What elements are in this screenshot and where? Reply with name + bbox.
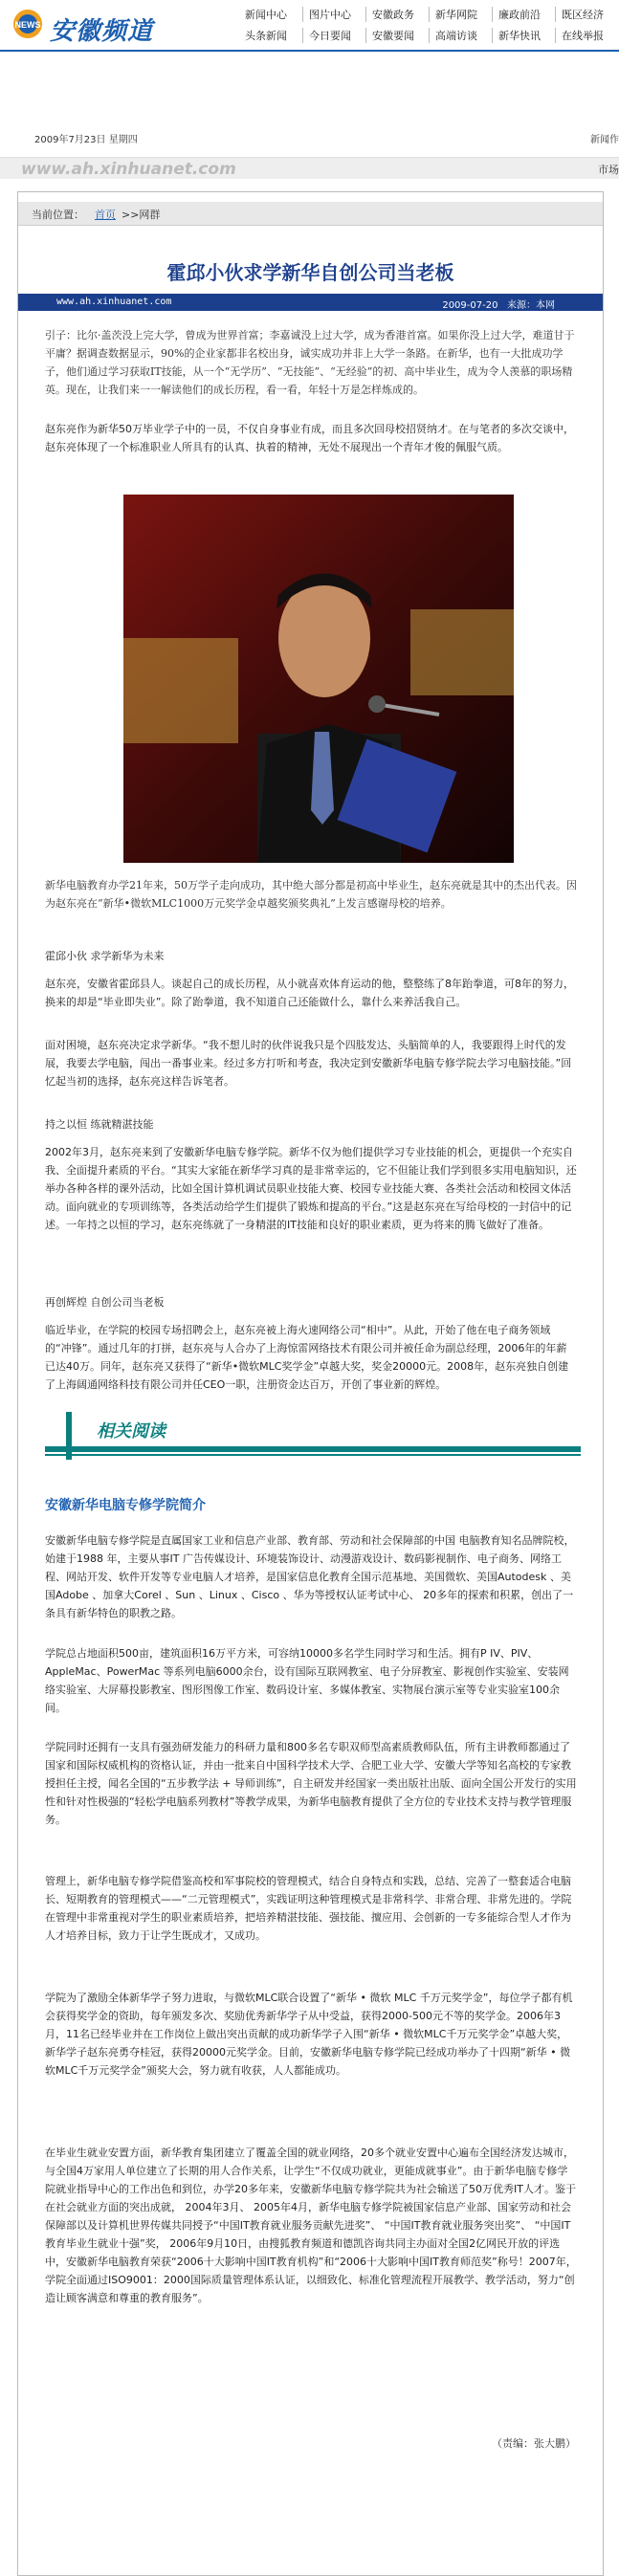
breadcrumb-current[interactable]: >>网群 bbox=[122, 209, 161, 221]
editor-credit: （责编：张大鹏） bbox=[492, 2437, 576, 2450]
article-source-url: www.ah.xinhuanet.com bbox=[56, 297, 172, 307]
article-date: 2009-07-20 bbox=[442, 300, 498, 311]
site-url: www.ah.xinhuanet.com bbox=[21, 160, 236, 179]
related-paragraph: 管理上，新华电脑专修学院借鉴高校和军事院校的管理模式，结合自身特点和实践，总结、完善了一整套适合电脑长、短期教育的管理模式——“二元管理模式”，实践证明这种管理模式是非常科学、非常合理、非常先进的。学院在管理中非常重视对学生的职业素质培养，把培养精湛技能、强技能、擅应用、会创新的一专多能综合型人才作为人才培养目标，致力于让学生既成才，又成功。 bbox=[45, 1875, 572, 1942]
nav-link[interactable]: 在线举报 bbox=[555, 28, 618, 43]
article-paragraph: 2002年3月，赵东亮来到了安徽新华电脑专修学院。新华不仅为他们提供学习专业技能的机会，更提供一个充实自我、全面提升素质的平台。“其实大家能在新华学习真的是非常幸运的，它不但能让我们学到很多实用电脑知识，还举办各种各样的课外活动，比如全国计算机调试员职业技能大赛、校园专业技能大赛、各类社会活动和校园文体活动。面向就业的专项训练等，各类活动给学生们提供了锻炼和提高的平台。”这是赵东亮在写给母校的一封信中的记述。一年持之以恒的学习，赵东亮练就了一身精湛的IT技能和良好的职业素质，更为将来的腾飞做好了准备。 bbox=[45, 1146, 577, 1231]
article-photo bbox=[123, 495, 514, 863]
article-title: 霍邱小伙求学新华自创公司当老板 bbox=[166, 261, 454, 284]
article-origin: 来源：本网 bbox=[507, 300, 555, 311]
article-paragraph: 面对困境，赵东亮决定求学新华。“我不想儿时的伙伴说我只是个四肢发达、头脑简单的人，我要跟得上时代的发展，我要去学电脑，闯出一番事业来。经过多方打听和考查，我决定到安徽新华电脑专修学院去学习电脑技能。”回忆起当初的选择，赵东亮这样告诉笔者。 bbox=[45, 1039, 572, 1088]
date-bar-link[interactable]: 新闻作 bbox=[590, 135, 619, 145]
nav-link[interactable]: 安徽要闻 bbox=[365, 28, 429, 43]
nav-link[interactable]: 新华网院 bbox=[429, 7, 492, 22]
article-paragraph: 临近毕业，在学院的校园专场招聘会上，赵东亮被上海火速网络公司“相中”。从此，开始了他在电子商务领域的“冲锋”。通过几年的打拼，赵东亮与人合办了上海惊雷网络技术有限公司并被任命为副总经理，2006年的年薪已达40万。同年，赵东亮又获得了“新华•微软MLC奖学金”卓越大奖，奖金20000元。2008年，赵东亮独自创建了上海阔通网络科技有限公司并任CEO一职，注册资金达百万，开创了事业新的辉煌。 bbox=[45, 1324, 569, 1391]
breadcrumb bbox=[18, 202, 603, 226]
nav-row-2 bbox=[239, 25, 619, 46]
article-container bbox=[17, 191, 604, 2576]
brand-name: 安徽频道 bbox=[50, 17, 154, 46]
related-paragraph: 学院为了激励全体新华学子努力进取，与微软MLC联合设置了“新华 • 微软 MLC 千万元奖学金”，每位学子都有机会获得奖学金的资助，每年颁发多次、奖励优秀新华学子从中受益，获得2000-500元不等的奖学金。2006年3月，11名已经毕业并在工作岗位上做出突出贡献的成功新华学子入围“新华 • 微软MLC千万元奖学金”卓越大奖，新华学子赵东亮勇夺桂冠，获得20000元奖学金。目前，安徽新华电脑专修学院已经成功举办了十四期“新华 • 微软MLC千万元奖学金”颁奖大会，努力就有收获，人人都能成功。 bbox=[45, 1992, 573, 2077]
site-logo[interactable] bbox=[11, 6, 212, 44]
banner-bar bbox=[45, 1446, 581, 1452]
nav-row-1 bbox=[239, 4, 619, 25]
related-paragraph: 学院总占地面积500亩，建筑面积16万平方米，可容纳10000多名学生同时学习和生活。拥有P IV、PIV、AppleMac、PowerMac 等系列电脑6000余台，设有国际互联网教室、电子分屏教室、影视创作实验室、安装网络实验室、大屏幕投影教室、图形图像工作室、数码设计室、多媒体教室、实物展台演示室等专业实验室100余间。 bbox=[45, 1647, 569, 1714]
section-heading: 持之以恒 练就精湛技能 bbox=[45, 1118, 154, 1131]
header-divider bbox=[0, 50, 619, 52]
nav-link[interactable]: 头条新闻 bbox=[245, 30, 287, 42]
banner-bar-thin bbox=[45, 1454, 581, 1456]
svg-text:NEWS: NEWS bbox=[14, 20, 41, 30]
url-bar bbox=[0, 157, 619, 179]
related-reading-heading: 相关阅读 bbox=[93, 1418, 169, 1442]
article-paragraph: 赵东亮，安徽省霍邱县人。谈起自己的成长历程，从小就喜欢体育运动的他，整整练了8年跆拳道，可8年的努力，换来的却是“毕业即失业”。除了跆拳道，我不知道自己还能做什么，靠什么来养活我自己。 bbox=[45, 978, 574, 1008]
related-paragraph: 安徽新华电脑专修学院是直属国家工业和信息产业部、教育部、劳动和社会保障部的中国 电脑教育知名品牌院校，始建于1988 年，主要从事IT 广告传媒设计、环境装饰设计、动漫游戏设计、数码影视制作、电子商务、网络工程、网站开发、软件开发等专业电脑人才培养，是国家信息化教育全国示范基地、美国微软、美国Autodesk 、美国Adobe 、加拿大Corel 、Sun 、Linux 、Cisco 、华为等授权认证考试中心、 20多年的探索和积累，创出了一条具有新华特色的职教之路。 bbox=[45, 1534, 575, 1619]
speaker-photo-image bbox=[123, 495, 514, 863]
article-intro: 引子：比尔·盖茨没上完大学，曾成为世界首富；李嘉诚没上过大学，成为香港首富。如果你没上过大学，难道甘于平庸？据调查数据显示，90%的企业家都非名校出身，诚实成功并非上大学一条路。在新华，也有一大批成功学子，他们通过学习获取IT技能，从一个“无学历”、“无技能”、“无经验”的初、高中毕业生，成为令人羡慕的职场精英。现在，让我们来一一解读他们的成长历程，看一看，年轻十万是怎样炼成的。 bbox=[45, 329, 575, 396]
photo-caption: 新华电脑教育办学21年来，50万学子走向成功，其中绝大部分都是初高中毕业生，赵东亮就是其中的杰出代表。因为赵东亮在“新华•微软MLC1000万元奖学金卓越奖颁奖典礼”上发言感谢母校的培养。 bbox=[45, 879, 577, 910]
banner-accent bbox=[66, 1412, 72, 1460]
current-date: 2009年7月23日 星期四 bbox=[34, 135, 138, 145]
nav-link[interactable]: 既区经济 bbox=[555, 7, 618, 22]
market-link[interactable]: 市场 bbox=[598, 164, 619, 176]
nav-link[interactable]: 廉政前沿 bbox=[492, 7, 555, 22]
related-reading-banner bbox=[45, 1412, 581, 1469]
article-info-bar bbox=[18, 294, 603, 311]
site-header bbox=[0, 0, 619, 50]
section-heading: 再创辉煌 自创公司当老板 bbox=[45, 1296, 165, 1309]
related-paragraph: 在毕业生就业安置方面，新华教育集团建立了覆盖全国的就业网络，20多个就业安置中心遍布全国经济发达城市，与全国4万家用人单位建立了长期的用人合作关系，让学生“不仅成功就业，更能成就事业”。由于新华电脑专修学院就业指导中心的工作出色和到位，办学20多年来，安徽新华电脑专修学院共为社会输送了50万优秀IT人才。鉴于在社会就业方面的突出成就， 2004年3月、 2005年4月，新华电脑专修学院被国家信息产业部、国家劳动和社会保障部以及计算机世界传媒共同授予“中国IT教育就业服务贡献先进奖”、 “中国IT教育就业服务突出奖”、 “中国IT教育毕业生就业十强”奖， 2006年9月10日，由搜狐教育频道和德凯咨询共同主办面对全国2亿网民开放的评选中，安徽新华电脑教育荣获“2006十大影响中国IT教育机构”和“2006十大影响中国IT教育师范奖”称号！2007年，学院全面通过ISO9001：2000国际质量管理体系认证，以细致化、标准化管理流程开展教学、教学活动，努力“创造让顾客满意和尊重的教育服务”。 bbox=[45, 2147, 577, 2304]
nav-link[interactable]: 今日要闻 bbox=[302, 28, 365, 43]
section-heading: 霍邱小伙 求学新华为未来 bbox=[45, 950, 165, 962]
breadcrumb-label: 当前位置： bbox=[32, 209, 84, 221]
news-logo-icon bbox=[11, 8, 44, 40]
related-paragraph: 学院同时还拥有一支具有强劲研发能力的科研力量和800多名专职双师型高素质教师队伍，所有主讲教师都通过了国家和国际权威机构的资格认证，并由一批来自中国科学技术大学、合肥工业大学、安徽大学等知名高校的专家教授担任主授，闻名全国的“五步教学法 + 导师训练”，自主研发并经国家一类出版社出版、面向全国公开发行的实用性和针对性极强的“轻松学电脑系列教材”等教学成果，为新华电脑教育提供了全方位的专业技术支持与教学管理服务。 bbox=[45, 1741, 577, 1826]
article-meta bbox=[442, 297, 555, 311]
nav-link[interactable]: 新华快讯 bbox=[492, 28, 555, 43]
main-frame bbox=[0, 191, 619, 2574]
nav-link[interactable]: 新闻中心 bbox=[245, 9, 287, 21]
nav-link[interactable]: 安徽政务 bbox=[365, 7, 429, 22]
nav-link[interactable]: 图片中心 bbox=[302, 7, 365, 22]
top-nav bbox=[239, 4, 619, 46]
related-subheading[interactable]: 安徽新华电脑专修学院简介 bbox=[45, 1498, 206, 1513]
breadcrumb-home-link[interactable]: 首页 bbox=[95, 209, 116, 221]
nav-link[interactable]: 高端访谈 bbox=[429, 28, 492, 43]
article-paragraph: 赵东亮作为新华50万毕业学子中的一员，不仅自身事业有成，而且多次回母校招贤纳才。在与笔者的多次交谈中，赵东亮体现了一个标准职业人所具有的认真、执着的精神，无处不展现出一个青年才俊的佩服气质。 bbox=[45, 423, 574, 453]
